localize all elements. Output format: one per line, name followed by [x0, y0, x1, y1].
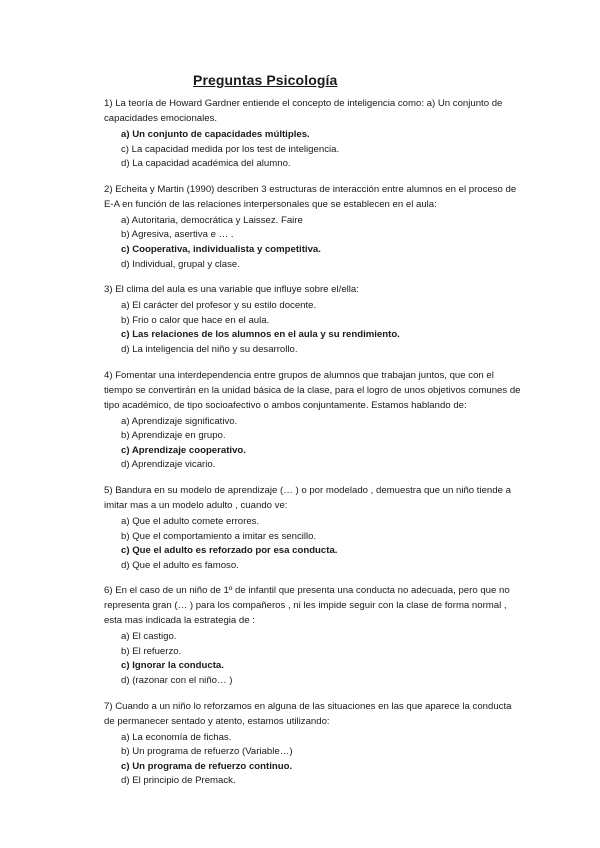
- correct-answer-option: c) Que el adulto es reforzado por esa conducta.: [121, 545, 338, 557]
- answer-option: d) (razonar con el niño… ): [121, 675, 233, 687]
- question-text: 2) Echeita y Martin (1990) describen 3 estructuras de interacción entre alumnos en el proceso de E-A en función de las relaciones interpersonales que se establecen en el aula:: [104, 183, 517, 210]
- question-7: [104, 699, 524, 789]
- option-list: [104, 515, 524, 573]
- answer-option: a) El castigo.: [121, 631, 177, 643]
- question-1: [104, 96, 524, 172]
- option-list: [104, 731, 524, 789]
- answer-option: d) Aprendizaje vicario.: [121, 459, 216, 471]
- question-list: [104, 96, 524, 799]
- answer-option: a) Autoritaria, democrática y Laissez. Faire: [121, 214, 303, 226]
- question-5: [104, 483, 524, 573]
- answer-option: a) La economía de fichas.: [121, 731, 232, 743]
- answer-option: d) La capacidad académica del alumno.: [121, 158, 291, 170]
- question-text: 1) La teoría de Howard Gardner entiende el concepto de inteligencia como: a) Un conjunto de capacidades emocionales.: [104, 98, 503, 124]
- answer-option: d) Individual, grupal y clase.: [121, 258, 240, 270]
- answer-option: b) Que el comportamiento a imitar es sencillo.: [121, 530, 317, 542]
- answer-option: a) Aprendizaje significativo.: [121, 415, 238, 427]
- question-2: [104, 182, 524, 272]
- question-text: 7) Cuando a un niño lo reforzamos en alguna de las situaciones en las que aparece la conducta de permanecer sentado y atento, estamos utilizando:: [104, 700, 512, 727]
- page-title: Preguntas Psicología: [193, 72, 338, 88]
- question-4: [104, 368, 524, 473]
- question-text: 3) El clima del aula es una variable que influye sobre el/ella:: [104, 284, 359, 296]
- answer-option: b) Un programa de refuerzo (Variable…): [121, 746, 293, 758]
- question-text: 5) Bandura en su modelo de aprendizaje (… ) o por modelado , demuestra que un niño tiende a imitar mas a un modelo adulto , cuando ve:: [104, 484, 511, 511]
- answer-option: b) Agresiva, asertiva e … .: [121, 229, 234, 241]
- correct-answer-option: c) Aprendizaje cooperativo.: [121, 444, 246, 456]
- option-list: [104, 630, 524, 688]
- question-text: 4) Fomentar una interdependencia entre grupos de alumnos que trabajan juntos, que con el tiempo se convertirán en la unidad básica de la clase, para el logro de unos objetivos comunes de tipo académico, de tipo socioafectivo o ambos conjuntamente. Estamos hablando de:: [104, 369, 521, 411]
- answer-option: a) Que el adulto comete errores.: [121, 515, 260, 527]
- answer-option: a) El carácter del profesor y su estilo docente.: [121, 300, 317, 312]
- option-list: [104, 299, 524, 357]
- correct-answer-option: c) Ignorar la conducta.: [121, 660, 224, 672]
- option-list: [104, 128, 524, 172]
- answer-option: b) Frio o calor que hace en el aula.: [121, 314, 270, 326]
- answer-option: b) El refuerzo.: [121, 645, 182, 657]
- option-list: [104, 214, 524, 272]
- correct-answer-option: c) Las relaciones de los alumnos en el aula y su rendimiento.: [121, 329, 400, 341]
- answer-option: b) Aprendizaje en grupo.: [121, 430, 226, 442]
- answer-option: c) La capacidad medida por los test de inteligencia.: [121, 143, 340, 155]
- correct-answer-option: c) Un programa de refuerzo continuo.: [121, 760, 293, 772]
- question-text: 6) En el caso de un niño de 1º de infantil que presenta una conducta no adecuada, pero que no representa gran (… ) para los compañeros , ni les impide seguir con la clase de forma normal , esta mas indicada la estrategia de :: [104, 585, 510, 627]
- answer-option: d) La inteligencia del niño y su desarrollo.: [121, 343, 298, 355]
- correct-answer-option: a) Un conjunto de capacidades múltiples.: [121, 129, 310, 140]
- option-list: [104, 415, 524, 473]
- answer-option: d) El principio de Premack.: [121, 775, 236, 787]
- answer-option: d) Que el adulto es famoso.: [121, 559, 239, 571]
- question-3: [104, 282, 524, 357]
- question-6: [104, 583, 524, 688]
- correct-answer-option: c) Cooperativa, individualista y competitiva.: [121, 243, 321, 255]
